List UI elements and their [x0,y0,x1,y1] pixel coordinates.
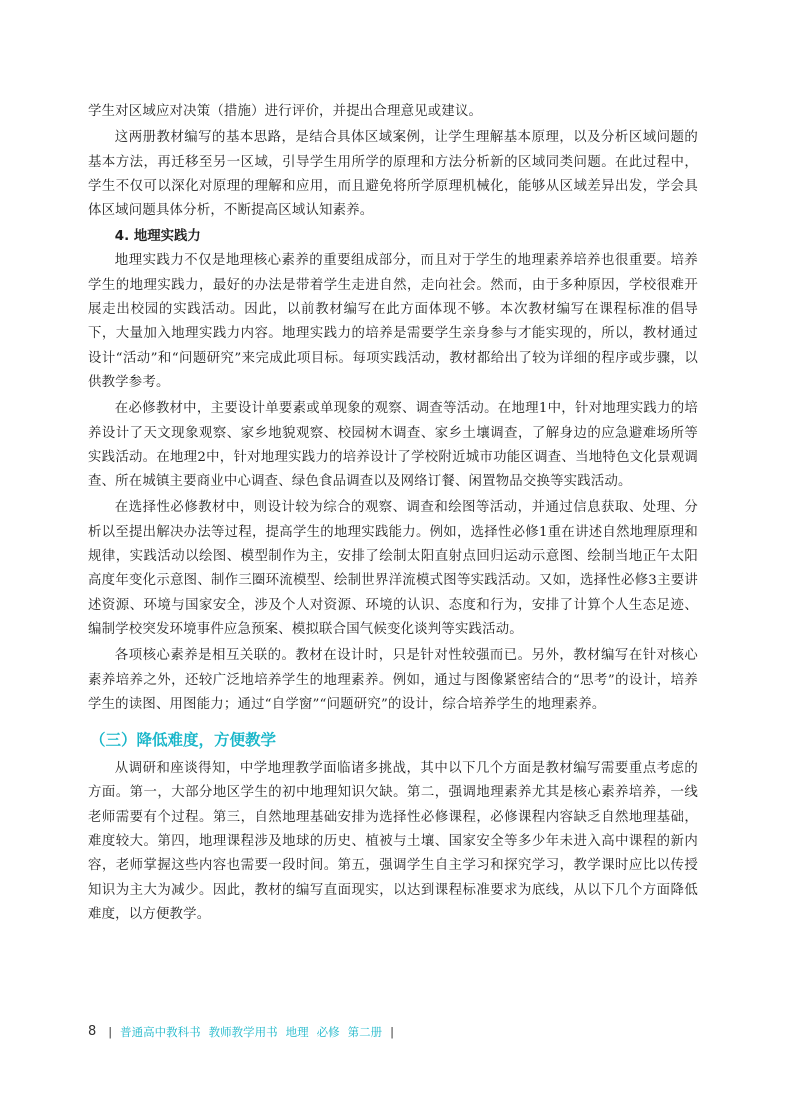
paragraph-approach: 这两册教材编写的基本思路，是结合具体区域案例，让学生理解基本原理，以及分析区域问题的基本方法，再迁移至另一区域，引导学生用所学的原理和方法分析新的区域同类问题。在此过程中，学生不仅可以深化对原理的理解和应用，而且避免将所学原理机械化，能够从区域差异出发，学会具体区域问题具体分析，不断提高区域认知素养。 [88,130,698,219]
page-footer [88,1023,394,1041]
footer-series: 普通高中教科书 [120,1025,201,1039]
page-number: 8 [88,1024,97,1039]
page-body [88,100,698,929]
paragraph-continued: 学生对区域应对决策（措施）进行评价，并提出合理意见或建议。 [88,104,483,119]
paragraph-elective-courses: 在选择性必修教材中，则设计较为综合的观察、调查和绘图等活动，并通过信息获取、处理、分析以至提出解决办法等过程，提高学生的地理实践能力。例如，选择性必修1重在讲述自然地理原理和规律，实践活动以绘图、模型制作为主，安排了绘制太阳直射点回归运动示意图、绘制当地正午太阳高度年变化示意图、制作三圈环流模型、绘制世界洋流模式图等实践活动。又如，选择性必修3主要讲述资源、环境与国家安全，涉及个人对资源、环境的认识、态度和行为，安排了计算个人生态足迹、编制学校突发环境事件应急预案、模拟联合国气候变化谈判等实践活动。 [88,500,698,637]
footer-volume: 第二册 [347,1025,383,1039]
section-title-reduce-difficulty: （三）降低难度，方便教学 [90,731,277,750]
footer-subject: 地理 [285,1025,309,1039]
footer-category: 必修 [316,1025,340,1039]
paragraph-challenges: 从调研和座谈得知，中学地理教学面临诸多挑战，其中以下几个方面是教材编写需要重点考虑的方面。第一，大部分地区学生的初中地理知识欠缺。第二，强调地理素养尤其是核心素养培养，一线老师需要有个过程。第三，自然地理基础安排为选择性必修课程，必修课程内容缺乏自然地理基础，难度较大。第四，地理课程涉及地球的历史、植被与土壤、国家安全等多少年未进入高中课程的新内容，老师掌握这些内容也需要一段时间。第五，强调学生自主学习和探究学习，教学课时应比以传授知识为主大为减少。因此，教材的编写直面现实，以达到课程标准要求为底线，从以下几个方面降低难度，以方便教学。 [88,761,698,922]
footer-separator: | [108,1025,113,1039]
paragraph-practice-intro: 地理实践力不仅是地理核心素养的重要组成部分，而且对于学生的地理素养培养也很重要。培养学生的地理实践力，最好的办法是带着学生走进自然，走向社会。然而，由于多种原因，学校很难开展走出校园的实践活动。因此，以前教材编写在此方面体现不够。本次教材编写在课程标准的倡导下，大量加入地理实践力内容。地理实践力的培养是需要学生亲身参与才能实现的，所以，教材通过设计“活动”和“问题研究”来完成此项目标。每项实践活动，教材都给出了较为详细的程序或步骤，以供教学参考。 [88,253,698,390]
subheading-geographic-practice: 4. 地理实践力 [114,229,201,245]
paragraph-core-literacy: 各项核心素养是相互关联的。教材在设计时，只是针对性较强而已。另外，教材编写在针对核心素养培养之外，还较广泛地培养学生的地理素养。例如，通过与图像紧密结合的“思考”的设计，培养学生的读图、用图能力；通过“自学窗”“问题研究”的设计，综合培养学生的地理素养。 [88,648,698,712]
paragraph-required-courses: 在必修教材中，主要设计单要素或单现象的观察、调查等活动。在地理1中，针对地理实践力的培养设计了天文现象观察、家乡地貌观察、校园树木调查、家乡土壤调查，了解身边的应急避难场所等实践活动。在地理2中，针对地理实践力的培养设计了学校附近城市功能区调查、当地特色文化景观调查、所在城镇主要商业中心调查、绿色食品调查以及网络订餐、闲置物品交换等实践活动。 [88,401,698,490]
footer-separator-end: | [390,1025,395,1039]
footer-book-type: 教师教学用书 [208,1025,278,1039]
